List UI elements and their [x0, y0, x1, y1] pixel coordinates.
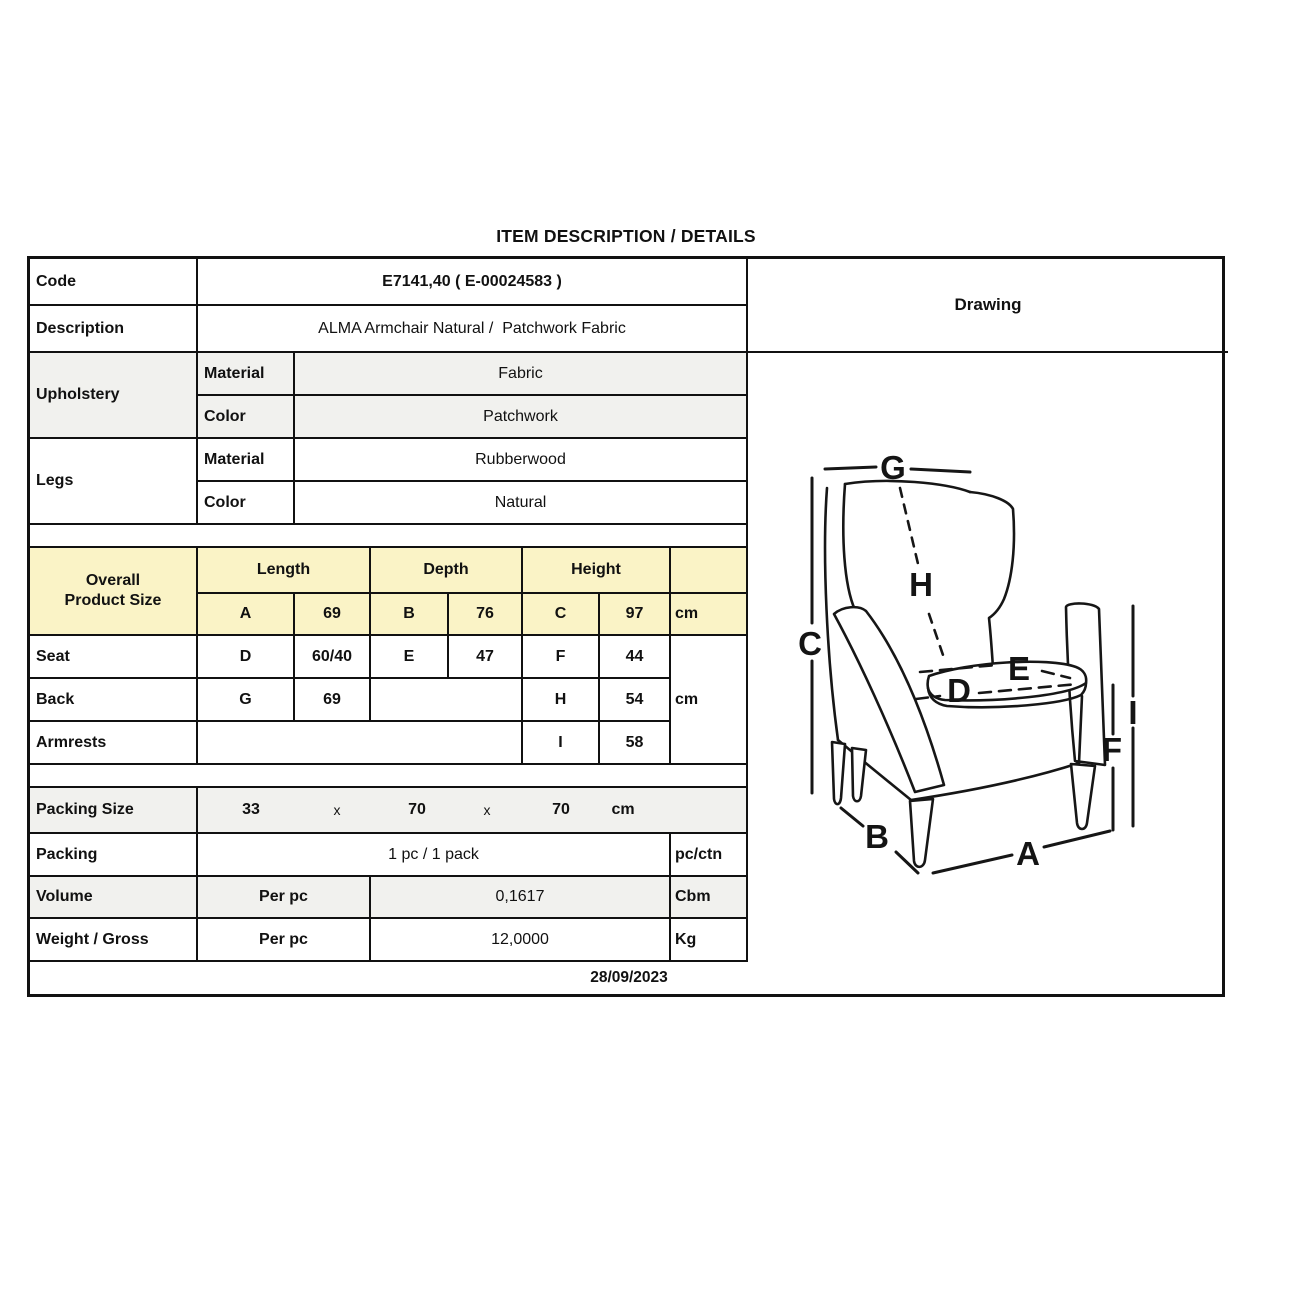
depth-header: Depth [371, 548, 523, 594]
packing-size-label: Packing Size [30, 788, 198, 834]
spacer-row [30, 765, 748, 788]
dim-label-b: B [865, 817, 889, 855]
dim-d-value: 60/40 [295, 636, 371, 679]
dim-a-value: 69 [295, 594, 371, 636]
header-blank-cell [671, 548, 748, 594]
volume-label: Volume [30, 877, 198, 919]
spec-sheet [27, 226, 1225, 997]
packing-size-v2: 70 [408, 801, 426, 818]
dim-c-value: 97 [600, 594, 671, 636]
dim-label-e: E [1007, 649, 1031, 687]
overall-size-line2: Product Size [64, 592, 162, 609]
code-value: E7141,40 ( E-00024583 ) [198, 259, 748, 306]
packing-size-value [198, 788, 748, 834]
dim-a-key: A [198, 594, 295, 636]
legs-material-label: Material [198, 439, 295, 482]
upholstery-material-value: Fabric [295, 353, 748, 396]
back-label: Back [30, 679, 198, 722]
dim-g-key: G [198, 679, 295, 722]
chair-front-left-leg [910, 799, 933, 867]
dim-b-key: B [371, 594, 449, 636]
weight-label: Weight / Gross [30, 919, 198, 962]
chair-rear-right-leg [852, 748, 866, 801]
chair-front-right-leg [1071, 764, 1095, 829]
dim-g-value: 69 [295, 679, 371, 722]
armrests-blank-cell [198, 722, 523, 765]
dim-d-key: D [198, 636, 295, 679]
dim-label-d: D [947, 671, 971, 709]
legs-color-value: Natural [295, 482, 748, 525]
chair-back-top-edge [845, 480, 970, 491]
dim-label-c: C [798, 624, 822, 662]
packing-size-v1: 33 [242, 801, 260, 818]
drawing-header: Drawing [748, 259, 1228, 353]
legs-material-value: Rubberwood [295, 439, 748, 482]
date-value: 28/09/2023 [590, 969, 668, 986]
height-header: Height [523, 548, 671, 594]
dim-f-key: F [523, 636, 600, 679]
dim-i-value: 58 [600, 722, 671, 765]
chair-left-arm [834, 607, 944, 792]
code-label: Code [30, 259, 198, 306]
packing-size-x1: x [333, 802, 341, 818]
chair-wing-inner [843, 484, 855, 610]
page-title: ITEM DESCRIPTION / DETAILS [496, 226, 756, 246]
dim-label-f: F [1101, 730, 1123, 768]
seat-label: Seat [30, 636, 198, 679]
dim-e-value: 47 [449, 636, 523, 679]
packing-label: Packing [30, 834, 198, 877]
packing-size-x2: x [483, 802, 491, 818]
dim-h-value: 54 [600, 679, 671, 722]
dim-h-key: H [523, 679, 600, 722]
dim-label-i: I [1128, 693, 1138, 731]
weight-value: 12,0000 [371, 919, 671, 962]
drawing-area [748, 353, 1228, 962]
dim-label-h: H [909, 565, 933, 603]
description-label: Description [30, 306, 198, 353]
legs-label: Legs [30, 439, 198, 525]
upholstery-material-label: Material [198, 353, 295, 396]
length-header: Length [198, 548, 371, 594]
spacer-row [30, 525, 748, 548]
spec-table [27, 256, 1225, 997]
armchair-drawing [748, 355, 1226, 961]
dim-b-value: 76 [449, 594, 523, 636]
back-blank-cell [371, 679, 523, 722]
armrests-label: Armrests [30, 722, 198, 765]
packing-unit: pc/ctn [671, 834, 748, 877]
unit-body-cm: cm [671, 636, 748, 765]
dim-f-value: 44 [600, 636, 671, 679]
upholstery-color-label: Color [198, 396, 295, 439]
dim-label-g: G [880, 448, 906, 486]
packing-size-unit: cm [611, 801, 635, 818]
unit-header-cm: cm [671, 594, 748, 636]
dim-label-a: A [1016, 834, 1040, 872]
chair-right-wing [970, 492, 1014, 668]
weight-per: Per pc [198, 919, 371, 962]
description-value: ALMA Armchair Natural / Patchwork Fabric [198, 306, 748, 353]
upholstery-color-value: Patchwork [295, 396, 748, 439]
packing-size-v3: 70 [552, 801, 570, 818]
volume-value: 0,1617 [371, 877, 671, 919]
chair-rear-left-leg [832, 742, 845, 804]
dim-i-key: I [523, 722, 600, 765]
volume-per: Per pc [198, 877, 371, 919]
dim-e-key: E [371, 636, 449, 679]
overall-size-label [30, 548, 198, 636]
packing-value: 1 pc / 1 pack [198, 834, 671, 877]
legs-color-label: Color [198, 482, 295, 525]
overall-size-line1: Overall [85, 572, 141, 589]
upholstery-label: Upholstery [30, 353, 198, 439]
dim-c-key: C [523, 594, 600, 636]
volume-unit: Cbm [671, 877, 748, 919]
weight-unit: Kg [671, 919, 748, 962]
